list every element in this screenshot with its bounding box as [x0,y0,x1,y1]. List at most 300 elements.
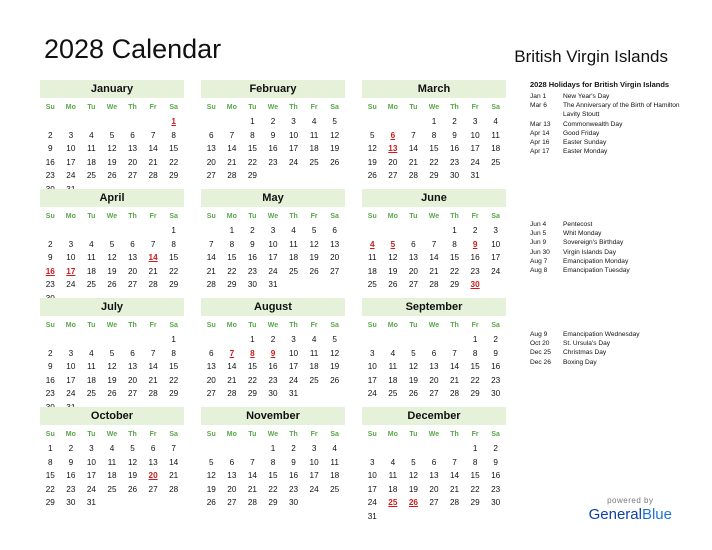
empty-cell [362,333,383,347]
day-cell: 2 [493,444,498,453]
holiday-name: Easter Monday [563,148,608,156]
day-cell: 15 [470,362,480,371]
weekday-label: Sa [169,213,178,220]
day-cell: 15 [169,253,179,262]
weekday-header [201,319,345,333]
day-cell: 2 [48,130,53,140]
holiday-day: 4 [370,239,375,249]
weekday-header [201,428,345,442]
weekday-label: Sa [491,431,500,438]
empty-cell [201,333,222,347]
empty-cell [102,224,123,238]
day-cell: 3 [68,239,74,249]
day-cell: 11 [309,130,319,140]
day-cell: 21 [227,375,237,385]
day-cell: 8 [250,130,255,140]
holiday-row [530,92,695,101]
weekday-header [201,101,345,115]
holiday-name: St. Ursula's Day [563,340,611,348]
day-cell: 8 [431,130,437,140]
day-cell: 23 [45,171,55,180]
day-cell: 10 [470,130,480,140]
weekday-label: Su [45,213,55,220]
day-cell: 27 [148,484,158,494]
day-cell: 11 [368,253,377,262]
brand-name-b: Blue [641,506,672,523]
day-cell: 5 [332,117,337,126]
weekday-label: Fr [149,104,157,111]
empty-cell [143,333,164,347]
day-cell: 24 [367,389,377,398]
holiday-day: 8 [250,348,255,358]
day-cell: 11 [107,457,117,467]
day-cell: 30 [491,389,501,398]
day-cell: 8 [171,348,176,358]
empty-cell [201,442,222,456]
day-cell: 11 [87,144,96,153]
day-cell: 21 [247,484,257,494]
month-october [40,407,184,510]
day-cell: 28 [227,171,237,180]
day-cell: 4 [390,457,396,467]
day-cell: 6 [411,239,416,249]
weekday-label: Su [45,431,55,438]
empty-cell [403,442,424,456]
day-cell: 10 [288,348,299,358]
weekday-label: Mo [226,104,237,111]
weekday-label: Mo [65,431,76,438]
day-cell: 4 [89,348,94,358]
holiday-date: Aug 9 [530,331,548,338]
day-cell: 24 [66,389,76,398]
weekday-label: Fr [471,431,479,438]
empty-cell [102,333,123,347]
day-grid [201,115,345,183]
holiday-day: 6 [390,130,396,140]
holiday-date: Oct 20 [530,340,550,348]
day-cell: 5 [411,348,416,358]
day-cell: 14 [148,362,158,371]
day-cell: 21 [227,157,237,167]
holiday-day: 13 [388,144,398,153]
empty-cell [61,333,82,347]
day-cell: 23 [288,484,299,494]
day-cell: 20 [206,157,216,167]
day-cell: 25 [309,157,319,167]
day-cell: 16 [288,471,299,480]
holiday-date: Mar 13 [530,120,551,128]
holiday-name: Pentecost [563,221,593,228]
day-cell: 9 [48,253,53,262]
weekday-label: Tu [409,213,418,220]
empty-cell [81,333,102,347]
holiday-date: Dec 25 [530,349,551,357]
day-cell: 11 [491,130,500,140]
month-june [362,189,506,292]
day-cell: 20 [127,375,138,385]
day-cell: 12 [367,144,377,153]
empty-cell [362,442,383,456]
weekday-header [40,428,184,442]
day-cell: 11 [330,457,339,467]
holiday-name: Virgin Islands Day [563,248,617,256]
day-cell: 15 [449,253,460,262]
weekday-label: We [106,431,118,438]
day-cell: 9 [493,457,498,467]
weekday-header [362,101,506,115]
holiday-row [530,138,695,147]
month-title: January [40,80,184,98]
day-cell: 4 [493,117,498,126]
day-cell: 27 [127,280,138,289]
day-cell: 27 [408,280,418,289]
day-cell: 27 [330,266,340,276]
day-cell: 15 [268,471,278,480]
day-cell: 10 [66,253,76,262]
day-cell: 9 [250,239,255,249]
country-name: British Virgin Islands [514,47,668,66]
day-cell: 14 [148,144,158,153]
day-cell: 18 [491,144,501,153]
day-cell: 2 [48,348,53,358]
day-cell: 1 [431,117,437,126]
day-cell: 26 [309,266,319,276]
day-cell: 9 [48,362,53,371]
day-cell: 26 [388,280,398,289]
holiday-day: 7 [229,348,235,358]
day-cell: 10 [66,144,76,153]
holiday-name: Good Friday [563,129,600,137]
day-cell: 24 [470,157,480,167]
day-cell: 6 [209,130,214,140]
day-cell: 20 [127,266,138,276]
day-cell: 22 [247,375,257,385]
weekday-label: Tu [248,431,257,438]
holiday-day: 16 [45,266,55,276]
day-cell: 29 [169,389,179,398]
empty-cell [40,224,61,238]
day-cell: 2 [472,226,478,235]
empty-cell [40,115,61,129]
day-cell: 19 [367,157,377,167]
day-cell: 28 [169,484,179,494]
month-title: December [362,407,506,425]
weekday-label: Th [128,322,137,329]
holiday-date: Jun 5 [530,230,547,238]
month-april [40,189,184,305]
holiday-row [530,220,695,229]
day-cell: 11 [388,362,398,371]
day-cell: 14 [227,362,237,371]
weekday-label: Th [289,322,298,329]
day-cell: 10 [66,362,76,371]
weekday-label: We [428,104,440,111]
day-cell: 4 [89,239,94,249]
month-title: September [362,298,506,316]
day-cell: 21 [449,375,460,385]
day-cell: 17 [268,253,278,262]
weekday-label: We [267,104,279,111]
empty-cell [403,333,424,347]
empty-cell [242,442,263,456]
day-cell: 4 [311,117,317,126]
day-cell: 13 [408,253,418,262]
day-cell: 6 [431,457,437,467]
weekday-label: Sa [330,322,339,329]
day-cell: 2 [48,239,53,249]
day-cell: 31 [288,389,299,398]
day-cell: 10 [268,239,278,249]
day-cell: 11 [388,471,398,480]
day-cell: 17 [288,144,299,153]
weekday-label: Th [450,322,459,329]
weekday-label: Sa [491,322,500,329]
day-cell: 18 [86,157,96,167]
day-cell: 21 [449,484,460,494]
day-cell: 7 [209,239,214,249]
day-cell: 22 [169,157,179,167]
empty-cell [222,115,243,129]
weekday-label: Tu [409,104,418,111]
empty-cell [362,224,383,238]
day-cell: 3 [291,335,296,344]
day-cell: 27 [127,171,138,180]
powered-by-label: powered by [607,496,654,505]
day-cell: 2 [270,335,276,344]
day-cell: 20 [408,266,418,276]
weekday-label: Fr [310,104,318,111]
day-cell: 12 [107,144,117,153]
empty-cell [102,115,123,129]
empty-cell [424,224,445,238]
day-cell: 29 [429,171,439,180]
day-cell: 3 [472,117,478,126]
weekday-label: We [106,322,118,329]
page-title: 2028 Calendar [44,34,222,64]
month-title: November [201,407,345,425]
month-july [40,298,184,414]
weekday-label: Sa [330,104,339,111]
day-cell: 12 [107,362,117,371]
day-cell: 23 [491,484,501,494]
weekday-header [362,210,506,224]
day-grid [362,442,506,523]
day-cell: 16 [491,362,501,371]
holiday-row [530,120,695,129]
weekday-label: Su [45,322,55,329]
day-cell: 1 [472,444,478,453]
day-cell: 22 [45,484,55,494]
day-cell: 16 [268,362,278,371]
day-cell: 20 [227,484,237,494]
empty-cell [383,115,404,129]
day-cell: 15 [247,144,257,153]
holiday-day: 20 [148,471,158,480]
weekday-label: We [267,431,279,438]
day-cell: 7 [150,348,156,358]
day-cell: 19 [330,144,340,153]
day-cell: 23 [491,375,501,385]
day-cell: 28 [206,280,216,289]
day-grid [201,333,345,401]
weekday-label: Tu [87,431,96,438]
day-cell: 1 [171,335,176,344]
empty-cell [81,224,102,238]
empty-cell [122,333,143,347]
weekday-header [362,428,506,442]
month-title: June [362,189,506,207]
day-cell: 6 [130,239,135,249]
holiday-date: Jan 1 [530,93,547,100]
weekday-label: Tu [409,431,418,438]
day-cell: 9 [452,130,457,140]
holiday-date: Jun 30 [530,248,550,256]
day-cell: 17 [66,375,76,385]
brand-logo [589,496,672,524]
holiday-name: Christmas Day [563,349,607,357]
day-cell: 26 [330,375,340,385]
day-cell: 28 [148,171,158,180]
day-cell: 5 [311,226,317,235]
holiday-name: The Anniversary of the Birth of Hamilton Lavity Stoutt [563,102,680,119]
weekday-label: Su [45,104,55,111]
weekday-label: Mo [226,213,237,220]
day-cell: 22 [169,266,179,276]
day-cell: 4 [109,444,115,453]
day-cell: 16 [268,144,278,153]
weekday-label: Su [206,213,216,220]
day-cell: 7 [452,457,457,467]
day-cell: 13 [148,457,158,467]
weekday-header [362,319,506,333]
day-cell: 3 [68,130,74,140]
empty-cell [362,115,383,129]
empty-cell [40,333,61,347]
day-cell: 10 [288,130,299,140]
day-cell: 10 [367,362,377,371]
empty-cell [122,224,143,238]
day-cell: 24 [288,157,299,167]
month-title: March [362,80,506,98]
day-cell: 25 [491,157,501,167]
weekday-label: Mo [226,322,237,329]
empty-cell [424,442,445,456]
day-cell: 14 [449,471,460,480]
day-cell: 25 [107,484,117,494]
weekday-label: Th [128,431,137,438]
empty-cell [444,442,465,456]
weekday-label: Su [206,431,216,438]
day-cell: 29 [449,280,460,289]
day-cell: 25 [86,171,96,180]
empty-cell [444,333,465,347]
weekday-label: Tu [248,322,257,329]
holiday-day: 17 [66,266,76,276]
day-cell: 21 [429,266,439,276]
weekday-label: Tu [409,322,418,329]
day-cell: 26 [107,389,117,398]
holiday-date: Dec 26 [530,358,551,366]
day-cell: 5 [109,348,115,358]
day-grid [362,333,506,401]
day-cell: 27 [388,171,398,180]
day-cell: 6 [229,457,235,467]
day-cell: 16 [45,375,55,385]
holiday-row [530,238,695,247]
month-september [362,298,506,401]
day-cell: 13 [227,471,237,480]
day-grid [201,224,345,292]
weekday-label: Th [289,104,298,111]
day-grid [40,442,184,510]
holiday-row [530,330,695,339]
day-cell: 17 [367,484,377,494]
holiday-group [530,330,695,367]
day-cell: 3 [89,444,94,453]
month-title: May [201,189,345,207]
day-cell: 13 [127,144,138,153]
day-cell: 9 [493,348,498,358]
weekday-label: Th [128,213,137,220]
empty-cell [403,224,424,238]
weekday-label: Sa [169,322,178,329]
day-cell: 22 [449,266,460,276]
day-cell: 14 [169,457,179,467]
day-cell: 18 [86,266,96,276]
weekday-label: We [106,104,118,111]
day-cell: 28 [247,498,257,507]
day-cell: 29 [268,498,278,507]
day-cell: 8 [270,457,276,467]
day-cell: 20 [429,484,439,494]
empty-cell [61,224,82,238]
day-cell: 24 [66,280,76,289]
weekday-label: We [428,213,440,220]
day-cell: 19 [408,375,418,385]
day-cell: 8 [171,239,176,249]
day-cell: 13 [206,362,216,371]
day-cell: 20 [388,157,398,167]
weekday-label: Th [450,104,459,111]
empty-cell [143,224,164,238]
day-cell: 20 [206,375,216,385]
weekday-label: Tu [248,104,257,111]
holiday-name: New Year's Day [563,93,610,100]
day-cell: 29 [227,280,237,289]
holiday-name: Emancipation Wednesday [563,331,640,338]
holiday-group [530,80,695,156]
day-cell: 3 [370,348,375,358]
holiday-name: Easter Sunday [563,139,607,147]
month-title: August [201,298,345,316]
day-cell: 2 [270,117,276,126]
month-title: October [40,407,184,425]
empty-cell [383,333,404,347]
day-cell: 15 [470,471,480,480]
day-cell: 10 [86,457,96,467]
weekday-label: Fr [149,431,157,438]
day-cell: 27 [127,389,138,398]
weekday-header [201,210,345,224]
day-cell: 24 [268,266,278,276]
day-cell: 13 [127,253,138,262]
holiday-row [530,248,695,257]
weekday-label: We [106,213,118,220]
day-cell: 11 [87,362,96,371]
empty-cell [143,115,164,129]
day-cell: 9 [48,144,53,153]
day-cell: 18 [107,471,117,480]
